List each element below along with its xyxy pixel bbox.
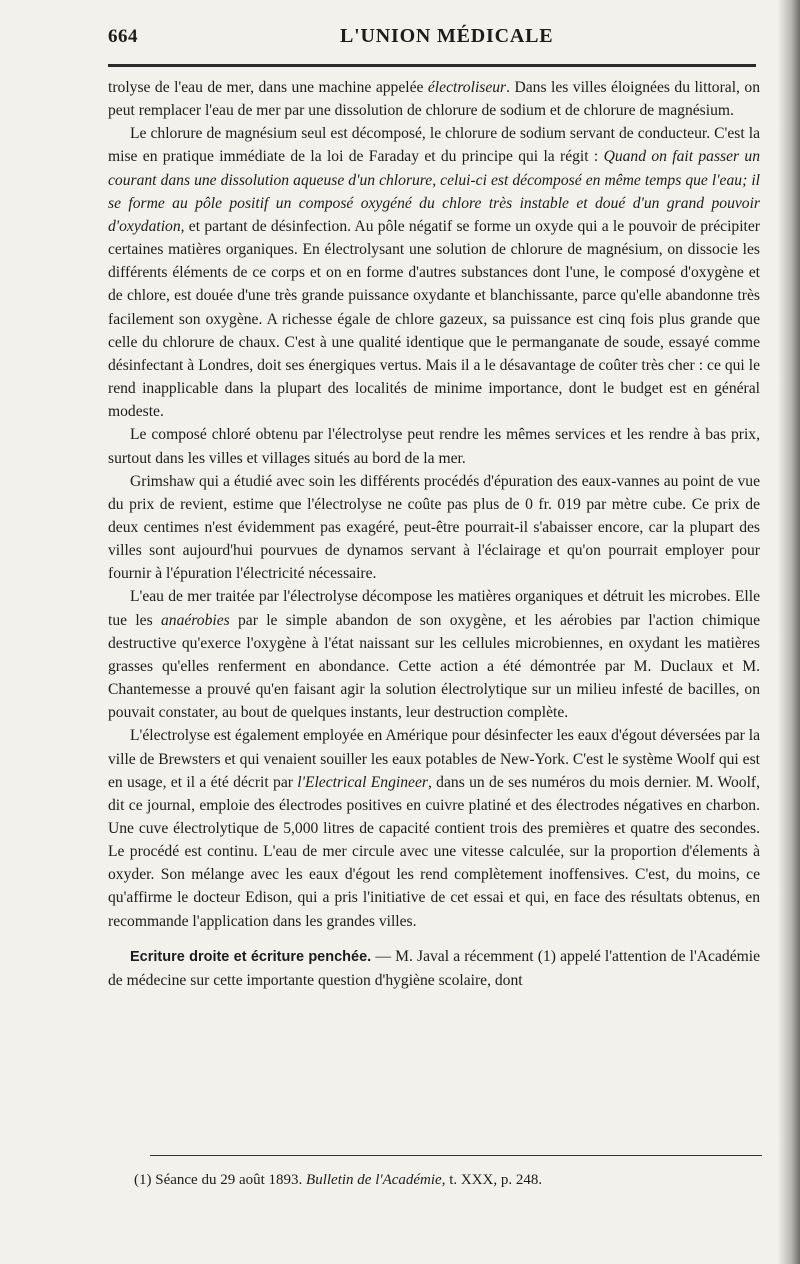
footnote-bulletin-title: Bulletin de l'Académie <box>306 1172 442 1188</box>
term-electroliseur: électroliseur <box>427 79 507 96</box>
running-header <box>108 22 756 52</box>
article-body <box>108 76 760 992</box>
footnote: (1) Séance du 29 août 1893. Bulletin de l'Académie, t. XXX, p. 248. <box>134 1172 543 1188</box>
paragraph-chlorine-compound: Le composé chloré obtenu par l'électrolyse peut rendre les mêmes services et les rendre à bas prix, surtout dans les villes et villages situés au bord de la mer. <box>108 426 760 467</box>
page-number: 664 <box>108 26 138 47</box>
journal-title: L'UNION MÉDICALE <box>340 25 554 47</box>
footnote-rule <box>150 1155 762 1156</box>
paragraph-ecriture: Ecriture droite et écriture penchée. — M. Javal a récemment (1) appelé l'attention de l'Académie de médecine sur cette importante question d'hygiène scolaire, dont <box>108 947 760 989</box>
journal-electrical-engineer: l'Electrical Engineer <box>297 773 428 791</box>
faraday-principle: Quand on fait passer un courant dans une dissolution aqueuse d'un chlorure, celui-ci est décomposé en même temps que l'eau; il se forme au pôle positif un composé oxygéné du chlore très instable et doué d'un grand pouvoir d'oxydation <box>108 148 761 235</box>
paragraph-faraday: Le chlorure de magnésium seul est décomposé, le chlorure de sodium servant de conducteur. C'est la mise en pratique immédiate de la loi de Faraday et du principe qui la régit : Quand on fait passer un courant dans une dissolution aqueuse d'un chlorure, celui-ci est décomposé en même temps que l'eau; il se forme au pôle positif un composé oxygéné du chlore très instable et doué d'un grand pouvoir d'oxydation, et partant de désinfection. Au pôle négatif se forme un oxyde qui a le pouvoir de précipiter certaines matières organiques. En électrolysant une solution de chlorure de magnésium, on dissocie les différents éléments de ce corps et on en forme d'autres substances dont l'une, le composé d'oxygène et de chlore, est douée d'une très grande puissance oxydante et blanchissante, parce qu'elle abandonne très facilement son oxygène. A richesse égale de chlore gazeux, sa puissance est cinq fois plus grande que celle du chlorure de chaux. C'est à une qualité identique que le permanganate de soude, essayé comme désinfectant à Londres, doit ses énergiques vertus. Mais il a le désavantage de coûter très cher : ce qui le rend inapplicable dans la plupart des localités de minime importance, dont le budget est en général modeste. <box>108 125 761 421</box>
header-rule <box>108 64 756 67</box>
term-anaerobies: anaérobies <box>160 611 230 629</box>
paragraph-grimshaw: Grimshaw qui a étudié avec soin les différents procédés d'épuration des eaux-vannes au point de vue du prix de revient, estime que l'électrolyse ne coûte pas plus de 0 fr. 019 par mètre cube. Ce prix de deux centimes n'est évidemment pas exagéré, peut-être pourrait-il s'abaisser encore, car la plupart des villes sont aujourd'hui pourvues de dynamos servant à l'éclairage et qu'on pourrait employer pour fournir à l'épuration l'électricité nécessaire. <box>108 472 760 583</box>
paragraph-america: L'électrolyse est également employée en Amérique pour désinfecter les eaux d'égout déversées par la ville de Brewsters et qui venaient souiller les eaux potables de New-York. C'est le système Woolf qui est en usage, et il a été décrit par l'Electrical Engineer, dans un de ses numéros du mois dernier. M. Woolf, dit ce journal, emploie des électrodes positives en cuivre platiné et des électrodes négatives en charbon. Une cuve électrolytique de 5,000 litres de capacité contient trois des premières et quatre des secondes. Le procédé est continu. L'eau de mer circule avec une vitesse calculée, sur la proportion d'élements à oxyder. Son mélange avec les eaux d'égout les rend complètement inoffensives. C'est, du moins, ce qu'affirme le docteur Edison, qui a pris l'initiative de cet essai et qui, en face des résultats obtenus, en recommande l'application dans les grandes villes. <box>108 727 760 930</box>
paragraph-microbes: L'eau de mer traitée par l'électrolyse décompose les matières organiques et détruit les microbes. Elle tue les anaérobies par le simple abandon de son oxygène, et les aérobies par l'action chimique destructive qu'exerce l'oxygène à l'état naissant sur les cellules microbiennes, en oxydant les matières grasses qu'elles renferment en abondance. Cette action a été démontrée par M. Duclaux et M. Chantemesse a prouvé qu'en faisant agir la solution électrolytique sur un milieu infesté de bacilles, on pouvait constater, au bout de quelques instants, leur destruction complète. <box>108 588 760 722</box>
section-heading: Ecriture droite et écriture penchée. <box>130 948 372 965</box>
book-spine-shadow <box>778 0 800 1264</box>
paragraph-electrolyser: trolyse de l'eau de mer, dans une machine appelée électroliseur. Dans les villes éloignées du littoral, on peut remplacer l'eau de mer par une dissolution de chlorure de sodium et de chlorure de magnésium. <box>108 79 760 120</box>
